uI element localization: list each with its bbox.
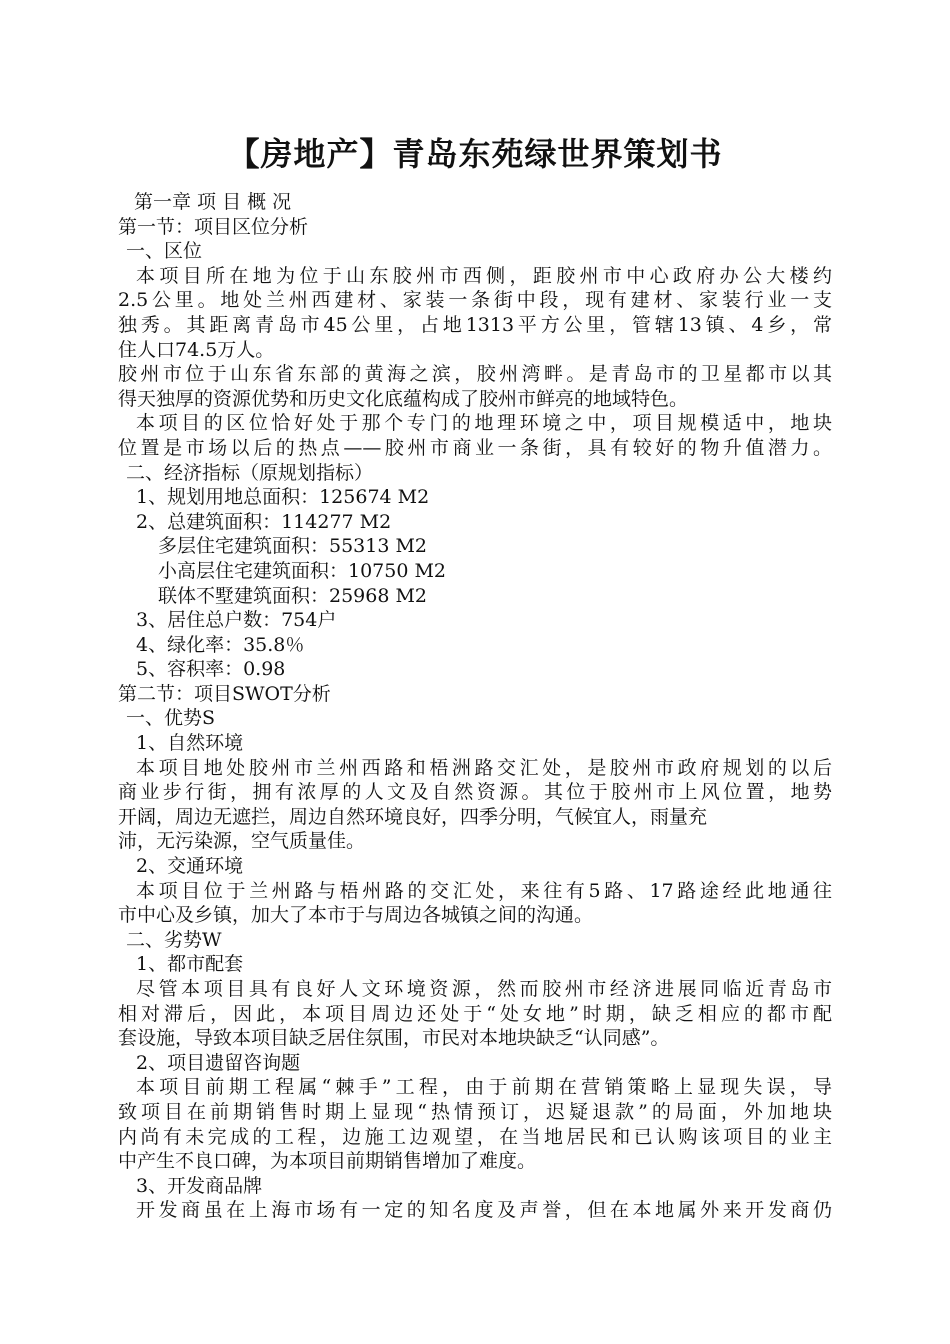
text-line: 本项目地处胶州市兰州西路和梧洲路交汇处，是胶州市政府规划的以后 (136, 756, 832, 779)
text-line: 1、都市配套 (136, 953, 244, 976)
text-line: 相对滞后，因此，本项目周边还处于“处女地”时期，缺乏相应的都市配 (118, 1002, 832, 1025)
text-line: 3、居住总户数：754户 (136, 609, 337, 632)
text-line: 2.5公里。地处兰州西建材、家装一条街中段，现有建材、家装行业一支 (118, 289, 832, 312)
text-line: 尽管本项目具有良好人文环境资源，然而胶州市经济进展同临近青岛市 (136, 978, 832, 1000)
text-line: 套设施，导致本项目缺乏居住氛围，市民对本地块缺乏“认同感”。 (118, 1027, 670, 1050)
text-line: 1、自然环境 (136, 732, 244, 755)
text-line: 开阔，周边无遮拦，周边自然环境良好，四季分明，气候宜人，雨量充 (118, 805, 708, 828)
text-line: 第二节：项目SWOT分析 (118, 682, 331, 705)
text-line: 沛，无污染源，空气质量佳。 (118, 830, 366, 853)
text-line: 小高层住宅建筑面积：10750 M2 (158, 559, 447, 582)
text-line: 位置是市场以后的热点——胶州市商业一条街，具有较好的物升值潜力。 (118, 436, 832, 459)
text-line: 2、项目遗留咨询题 (136, 1051, 301, 1074)
text-line: 内尚有未完成的工程，边施工边观望，在当地居民和已认购该项目的业主 (118, 1125, 832, 1148)
text-line: 致项目在前期销售时期上显现“热情预订，迟疑退款”的局面，外加地块 (118, 1100, 832, 1123)
text-line: 住人口74.5万人。 (118, 338, 275, 361)
text-line: 得天独厚的资源优势和历史文化底蕴构成了胶州市鲜亮的地域特色。 (118, 387, 689, 410)
text-line: 联体不墅建筑面积：25968 M2 (158, 584, 428, 607)
text-line: 开发商虽在上海市场有一定的知名度及声誉，但在本地属外来开发商仍 (136, 1199, 832, 1222)
text-line: 二、劣势W (126, 928, 222, 951)
text-line: 商业步行街，拥有浓厚的人文及自然资源。其位于胶州市上风位置，地势 (118, 781, 832, 804)
document-title: 【房地产】青岛东苑绿世界策划书 (227, 135, 723, 173)
text-line: 一、区位 (126, 240, 203, 263)
text-line: 多层住宅建筑面积：55313 M2 (158, 535, 428, 558)
text-line: 独秀。其距离青岛市45公里，占地1313平方公里，管辖13镇、4乡，常 (118, 313, 832, 336)
document-body (118, 190, 832, 1223)
text-line: 5、容积率：0.98 (136, 658, 286, 681)
text-line: 中产生不良口碑，为本项目前期销售增加了难度。 (118, 1150, 537, 1173)
text-line: 胶州市位于山东省东部的黄海之滨，胶州湾畔。是青岛市的卫星都市以其 (118, 363, 832, 386)
text-line: 本项目前期工程属“棘手”工程，由于前期在营销策略上显现失误，导 (136, 1076, 832, 1099)
text-line: 本项目位于兰州路与梧州路的交汇处，来往有5路、17路途经此地通往 (136, 879, 832, 902)
text-line: 本项目所在地为位于山东胶州市西侧，距胶州市中心政府办公大楼约 (136, 264, 832, 287)
text-line: 1、规划用地总面积：125674 M2 (136, 486, 430, 509)
text-line: 第一节：项目区位分析 (118, 215, 309, 238)
text-line: 3、开发商品牌 (136, 1174, 263, 1197)
text-line: 本项目的区位恰好处于那个专门的地理环境之中，项目规模适中，地块 (136, 412, 832, 435)
text-line: 第一章 项 目 概 况 (134, 191, 292, 213)
document-page (118, 120, 832, 1223)
text-line: 市中心及乡镇，加大了本市于与周边各城镇之间的沟通。 (118, 904, 594, 927)
text-line: 一、优势S (126, 707, 216, 730)
text-line: 4、绿化率：35.8％ (136, 633, 305, 656)
text-line: 二、经济指标（原规划指标） (126, 461, 374, 484)
text-line: 2、总建筑面积：114277 M2 (136, 510, 392, 533)
text-line: 2、交通环境 (136, 855, 244, 878)
